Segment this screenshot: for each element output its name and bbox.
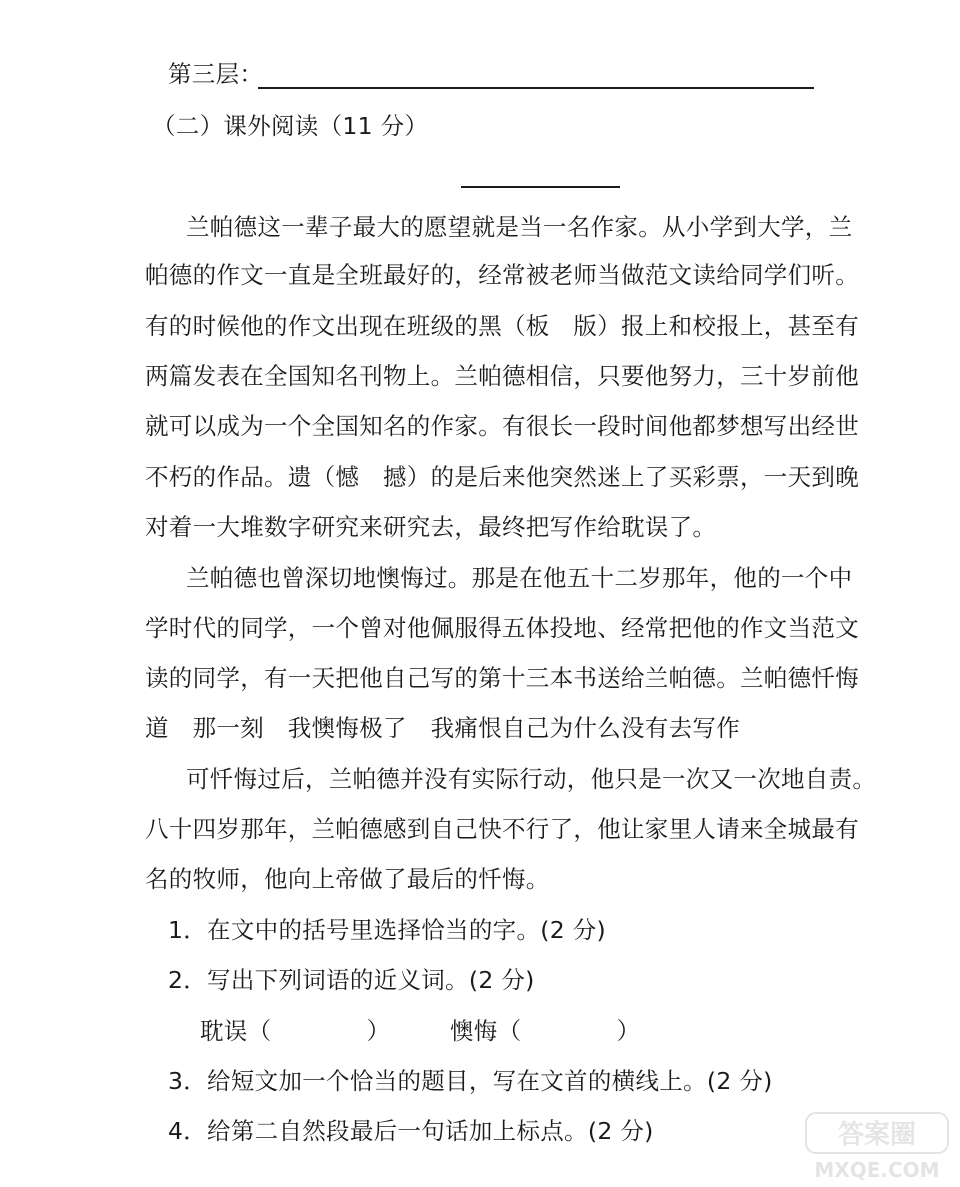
title-answer-blank[interactable] [461, 186, 620, 188]
passage-line: 对着一大堆数字研究来研究去，最终把写作给耽误了。 [145, 513, 717, 541]
passage-line: 兰帕德这一辈子最大的愿望就是当一名作家。从小学到大学，兰 [186, 213, 853, 241]
section-heading: （二）课外阅读（11 分） [152, 112, 429, 140]
watermark-logo [802, 1111, 952, 1183]
question-3: 3．给短文加一个恰当的题目，写在文首的横线上。(2 分) [168, 1067, 773, 1095]
passage-line: 就可以成为一个全国知名的作家。有很长一段时间他都梦想写出经世 [145, 412, 859, 440]
question-2: 2．写出下列词语的近义词。(2 分) [168, 966, 535, 994]
synonym-word-2[interactable]: 懊悔（ ） [450, 1017, 641, 1045]
passage-line: 兰帕德也曾深切地懊悔过。那是在他五十二岁那年，他的一个中 [186, 564, 853, 592]
passage-line: 读的同学，有一天把他自己写的第十三本书送给兰帕德。兰帕德忏悔 [145, 664, 859, 692]
watermark-bottom-text: MXQE.COM [814, 1158, 940, 1182]
layer3-label: 第三层： [168, 60, 264, 88]
watermark-top-text: 答案圈 [837, 1120, 917, 1150]
passage-line: 不朽的作品。遗（憾 撼）的是后来他突然迷上了买彩票，一天到晚 [145, 463, 859, 491]
passage-line: 学时代的同学，一个曾对他佩服得五体投地、经常把他的作文当范文 [145, 614, 859, 642]
passage-line: 有的时候他的作文出现在班级的黑（板 版）报上和校报上，甚至有 [145, 312, 859, 340]
passage-line: 可忏悔过后，兰帕德并没有实际行动，他只是一次又一次地自责。 [186, 765, 877, 793]
question-1: 1．在文中的括号里选择恰当的字。(2 分) [168, 916, 607, 944]
synonym-word-1[interactable]: 耽误（ ） [200, 1017, 391, 1045]
passage-line: 两篇发表在全国知名刊物上。兰帕德相信，只要他努力，三十岁前他 [145, 362, 859, 390]
question-4: 4．给第二自然段最后一句话加上标点。(2 分) [168, 1117, 654, 1145]
passage-line: 八十四岁那年，兰帕德感到自己快不行了，他让家里人请来全城最有 [145, 815, 859, 843]
passage-line: 道 那一刻 我懊悔极了 我痛恨自己为什么没有去写作 [145, 714, 740, 742]
passage-line: 名的牧师，他向上帝做了最后的忏悔。 [145, 865, 550, 893]
layer3-answer-blank[interactable] [258, 87, 814, 89]
passage-line: 帕德的作文一直是全班最好的，经常被老师当做范文读给同学们听。 [145, 261, 859, 289]
